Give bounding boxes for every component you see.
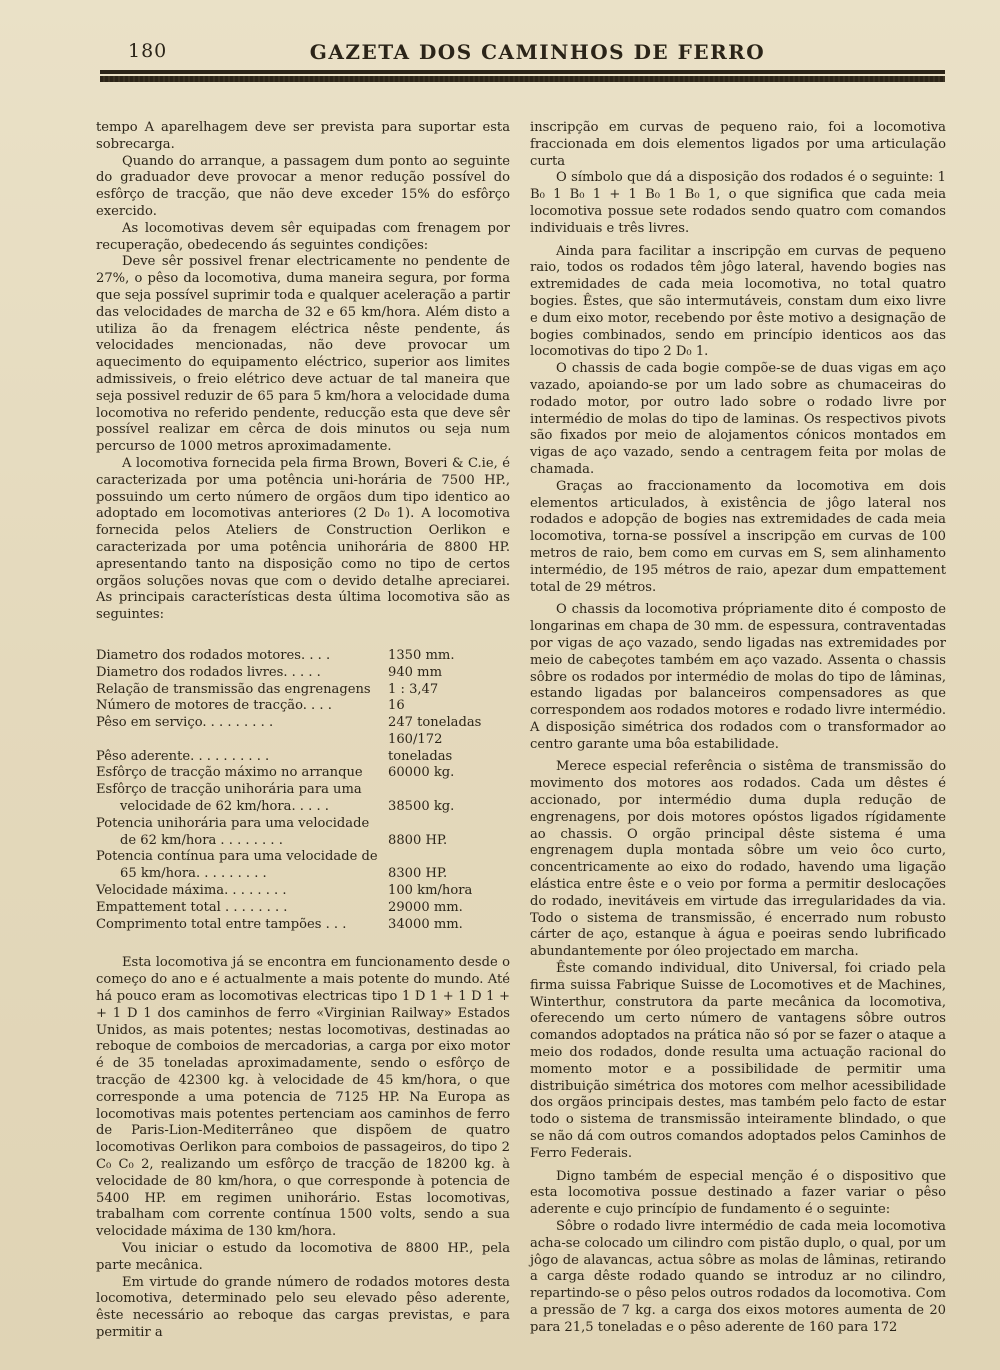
header-rule-bottom <box>100 76 945 82</box>
spec-row <box>96 665 510 682</box>
spec-label: Velocidade máxima. . . . . . . . <box>96 883 287 899</box>
spec-label: Empattement total . . . . . . . . <box>96 899 288 915</box>
spec-label: Diametro dos rodados motores. . . . <box>96 647 331 663</box>
spec-value: 247 toneladas <box>388 715 482 731</box>
page-header <box>100 38 945 68</box>
paragraph: Ainda para facilitar a inscripção em curvas de pequeno raio, todos os rodados têm jôgo lateral, havendo bogies nas extremidades de cada meia locomotiva, no total quatro bogies. Êstes, que são intermutáveis, constam dum eixo livre e dum eixo motor, recebendo por êste motivo a designação de bogies combinados, sendo em princípio identicos aos das locomotivas do tipo 2 D₀ 1. <box>530 243 946 360</box>
spec-label: de 62 km/hora . . . . . . . . <box>120 832 283 848</box>
spec-value: 38500 kg. <box>388 799 455 815</box>
spec-row <box>96 782 510 799</box>
spec-value: 16 <box>388 698 405 714</box>
paragraph: Em virtude do grande número de rodados motores desta locomotiva, determinado pelo seu elevado pêso aderente, êste necessário ao reboque das cargas previstas, e para permitir a <box>96 1274 510 1340</box>
spec-label: Comprimento total entre tampões . . . <box>96 916 347 932</box>
paragraph: Merece especial referência o sistêma de transmissão do movimento dos motores aos rodados. Cada um dêstes é accionado, por intermédio duma dupla redução de engrenagens, por dois motores opóstos ligados rígidamente ao chassis. O orgão principal dêste sistema é uma engrenagem dupla montada sôbre um veio ôco curto, concentricamente ao eixo do rodado, havendo uma ligação elástica entre êste e o veio por forma a permitir deslocações do rodado, inevitáveis em virtude das irregularidades da via. Todo o sistema de transmissão, é encerrado num robusto cárter de aço, estanque à água e poeiras sendo lubrificado abundantemente por óleo projectado em marcha. <box>530 759 946 960</box>
spec-value: 8300 HP. <box>388 866 448 882</box>
spec-value: 60000 kg. <box>388 765 455 781</box>
spec-value: 34000 mm. <box>388 916 463 932</box>
spec-value: 940 mm <box>388 664 442 680</box>
spec-row <box>96 866 510 883</box>
spec-label: Potencia contínua para uma velocidade de <box>96 849 378 865</box>
spec-label: velocidade de 62 km/hora. . . . . <box>120 799 329 815</box>
spec-row <box>96 816 510 833</box>
paragraph: Quando do arranque, a passagem dum ponto ao seguinte do graduador deve provocar a menor redução possível do esfôrço de tracção, que não deve exceder 15% do esfôrço exercido. <box>96 153 510 219</box>
spec-row <box>96 849 510 866</box>
paragraph: Êste comando individual, dito Universal, foi criado pela firma suissa Fabrique Suisse de Locomotives et de Machines, Winterthur, construtora da parte mecânica da locomotiva, oferecendo um certo número de vantagens sôbre outros comandos adoptados na prática não só por se fazer o ataque a meio dos rodados, donde resulta uma actuação racional do momento motor e a possibilidade de permitir uma distribuição simétrica dos motores com melhor acessibilidade dos orgãos principais destes, mas também pelo facto de estar todo o sistema de transmissão inteiramente blindado, o que se não dá com outros comandos adoptados pelos Caminhos de Ferro Federais. <box>530 961 946 1161</box>
spec-label: 65 km/hora. . . . . . . . . <box>120 866 267 882</box>
paragraph: Deve sêr possivel frenar electricamente no pendente de 27%, o pêso da locomotiva, duma maneira segura, por forma que seja possível suprimir toda e qualquer aceleração a partir das velocidades de marcha de 32 e 65 km/hora. Além disto a utiliza ão da frenagem eléctrica nêste pendente, ás velocidades mencionadas, não deve provocar um aquecimento do equipamento eléctrico, superior aos limites admissiveis, o freio elétrico deve actuar de tal maneira que seja possivel reduzir de 65 para 5 km/hora a velocidade duma locomotiva no referido pendente, reducção esta que deve sêr possível realizar em cêrca de dois minutos ou seja num percurso de 1000 metros aproximadamente. <box>96 254 510 455</box>
spec-label: Esfôrço de tracção máximo no arranque <box>96 765 363 781</box>
spec-row <box>96 732 510 766</box>
spec-value: 1 : 3,47 <box>388 681 439 697</box>
paragraph: inscripção em curvas de pequeno raio, foi a locomotiva fraccionada em dois elementos ligados por uma articulação curta <box>530 120 946 169</box>
spec-row <box>96 833 510 850</box>
specifications-table <box>96 648 510 934</box>
spec-value: 100 km/hora <box>388 883 473 899</box>
spec-label: Pêso em serviço. . . . . . . . . <box>96 715 274 731</box>
spec-label: Esfôrço de tracção unihorária para uma <box>96 782 362 798</box>
spec-row <box>96 917 510 934</box>
paragraph: Graças ao fraccionamento da locomotiva em dois elementos articulados, à existência de jôgo lateral nos rodados e adopção de bogies nas extremidades de cada meia locomotiva, torna-se possível a inscripção em curvas de 100 metros de raio, bem como em curvas em S, sem alinhamento intermédio, de 195 métros de raio, apezar dum empattement total de 29 métros. <box>530 478 946 595</box>
header-rule-top <box>100 70 945 74</box>
paragraph: Digno também de especial menção é o dispositivo que esta locomotiva possue destinado a fazer variar o pêso aderente e cujo princípio de fundamento é o seguinte: <box>530 1168 946 1218</box>
paragraph: tempo A aparelhagem deve ser prevista para suportar esta sobrecarga. <box>96 120 510 152</box>
spec-label: Pêso aderente. . . . . . . . . . <box>96 748 270 764</box>
spec-row <box>96 682 510 699</box>
paragraph: Vou iniciar o estudo da locomotiva de 8800 HP., pela parte mecânica. <box>96 1241 510 1273</box>
paragraph: Esta locomotiva já se encontra em funcionamento desde o começo do ano e é actualmente a mais potente do mundo. Até há pouco eram as locomotivas electricas tipo 1 D 1 + 1 D 1 + + 1 D 1 dos caminhos de ferro «Virginian Railway» Estados Unidos, as mais potentes; nestas locomotivas, destinadas ao reboque de comboios de mercadorias, a carga por eixo motor é de 35 toneladas aproximadamente, sendo o esfôrço de tracção de 42300 kg. à velocidade de 45 km/hora, o que corresponde a uma potencia de 7125 HP. Na Europa as locomotivas mais potentes pertenciam aos caminhos de ferro de Paris-Lion-Mediterrâneo que dispõem de quatro locomotivas Oerlikon para comboios de passageiros, do tipo 2 C₀ C₀ 2, realizando um esfôrço de tracção de 18200 kg. à velocidade de 80 km/hora, o que corresponde à potencia de 5400 HP. em regimen unihorário. Estas locomotivas, trabalham com corrente contínua 1500 volts, sendo a sua velocidade máxima de 130 km/hora. <box>96 955 510 1240</box>
spec-value: 29000 mm. <box>388 899 463 915</box>
paragraph: O chassis da locomotiva própriamente dito é composto de longarinas em chapa de 30 mm. de espessura, contraventadas por vigas de aço vazado, sendo ligadas nas extremidades por meio de cabeçotes também em aço vazado. Assenta o chassis sôbre os rodados por intermédio de molas do tipo de lâminas, estando ligadas por balanceiros compensadores as que correspondem aos rodados motores e rodado livre intermédio. A disposição simétrica dos rodados com o transformador ao centro garante uma bôa estabilidade. <box>530 602 946 752</box>
paragraph: A locomotiva fornecida pela firma Brown, Boveri & C.ie, é caracterizada por uma potência uni-horária de 7500 HP., possuindo um certo número de orgãos dum tipo identico ao adoptado em locomotivas anteriores (2 D₀ 1). A locomotiva fornecida pelos Ateliers de Construction Oerlikon e caracterizada por uma potência unihorária de 8800 HP. apresentando tanto na disposição como no tipo de certos orgãos soluções novas que com o devido detalhe apreciarei. As principais características desta última locomotiva são as seguintes: <box>96 455 510 623</box>
spec-value: 160/172 toneladas <box>388 731 453 764</box>
spec-row <box>96 648 510 665</box>
spec-value: 1350 mm. <box>388 647 455 663</box>
paragraph: Sôbre o rodado livre intermédio de cada meia locomotiva acha-se colocado um cilindro com pistão duplo, o qual, por um jôgo de alavancas, actua sôbre as molas de lâminas, retirando a carga dêste rodado quando se introduz ar no cilindro, repartindo-se o pêso pelos outros rodados da locomotiva. Com a pressão de 7 kg. a carga dos eixos motores aumenta de 20 para 21,5 toneladas e o pêso aderente de 160 para 172 <box>530 1219 946 1335</box>
spec-row <box>96 698 510 715</box>
spec-row <box>96 900 510 917</box>
page-number: 180 <box>128 40 168 62</box>
spec-row <box>96 765 510 782</box>
left-column <box>96 120 510 1342</box>
spec-label: Relação de transmissão das engrenagens <box>96 681 371 697</box>
spec-label: Diametro dos rodados livres. . . . . <box>96 664 321 680</box>
paragraph: O chassis de cada bogie compõe-se de duas vigas em aço vazado, apoiando-se por um lado sobre as chumaceiras do rodado motor, por outro lado sobre o rodado livre por intermédio de molas do tipo de laminas. Os respectivos pivots são fixados por meio de alojamentos cónicos montados em vigas de aço vazado, sendo a centragem feita por molas de chamada. <box>530 361 946 477</box>
spec-label: Número de motores de tracção. . . . <box>96 698 332 714</box>
spec-row <box>96 883 510 900</box>
spec-label: Potencia unihorária para uma velocidade <box>96 815 370 831</box>
journal-title: GAZETA DOS CAMINHOS DE FERRO <box>309 40 766 64</box>
spec-value: 8800 HP. <box>388 832 448 848</box>
paragraph: As locomotivas devem sêr equipadas com frenagem por recuperação, obedecendo ás seguintes condições: <box>96 220 510 253</box>
spec-row <box>96 799 510 816</box>
right-column <box>530 120 946 1337</box>
spec-row <box>96 715 510 732</box>
paragraph: O símbolo que dá a disposição dos rodados é o seguinte: 1 B₀ 1 B₀ 1 + 1 B₀ 1 B₀ 1, o que significa que cada meia locomotiva possue sete rodados sendo quatro com comandos individuais e três livres. <box>530 170 946 236</box>
